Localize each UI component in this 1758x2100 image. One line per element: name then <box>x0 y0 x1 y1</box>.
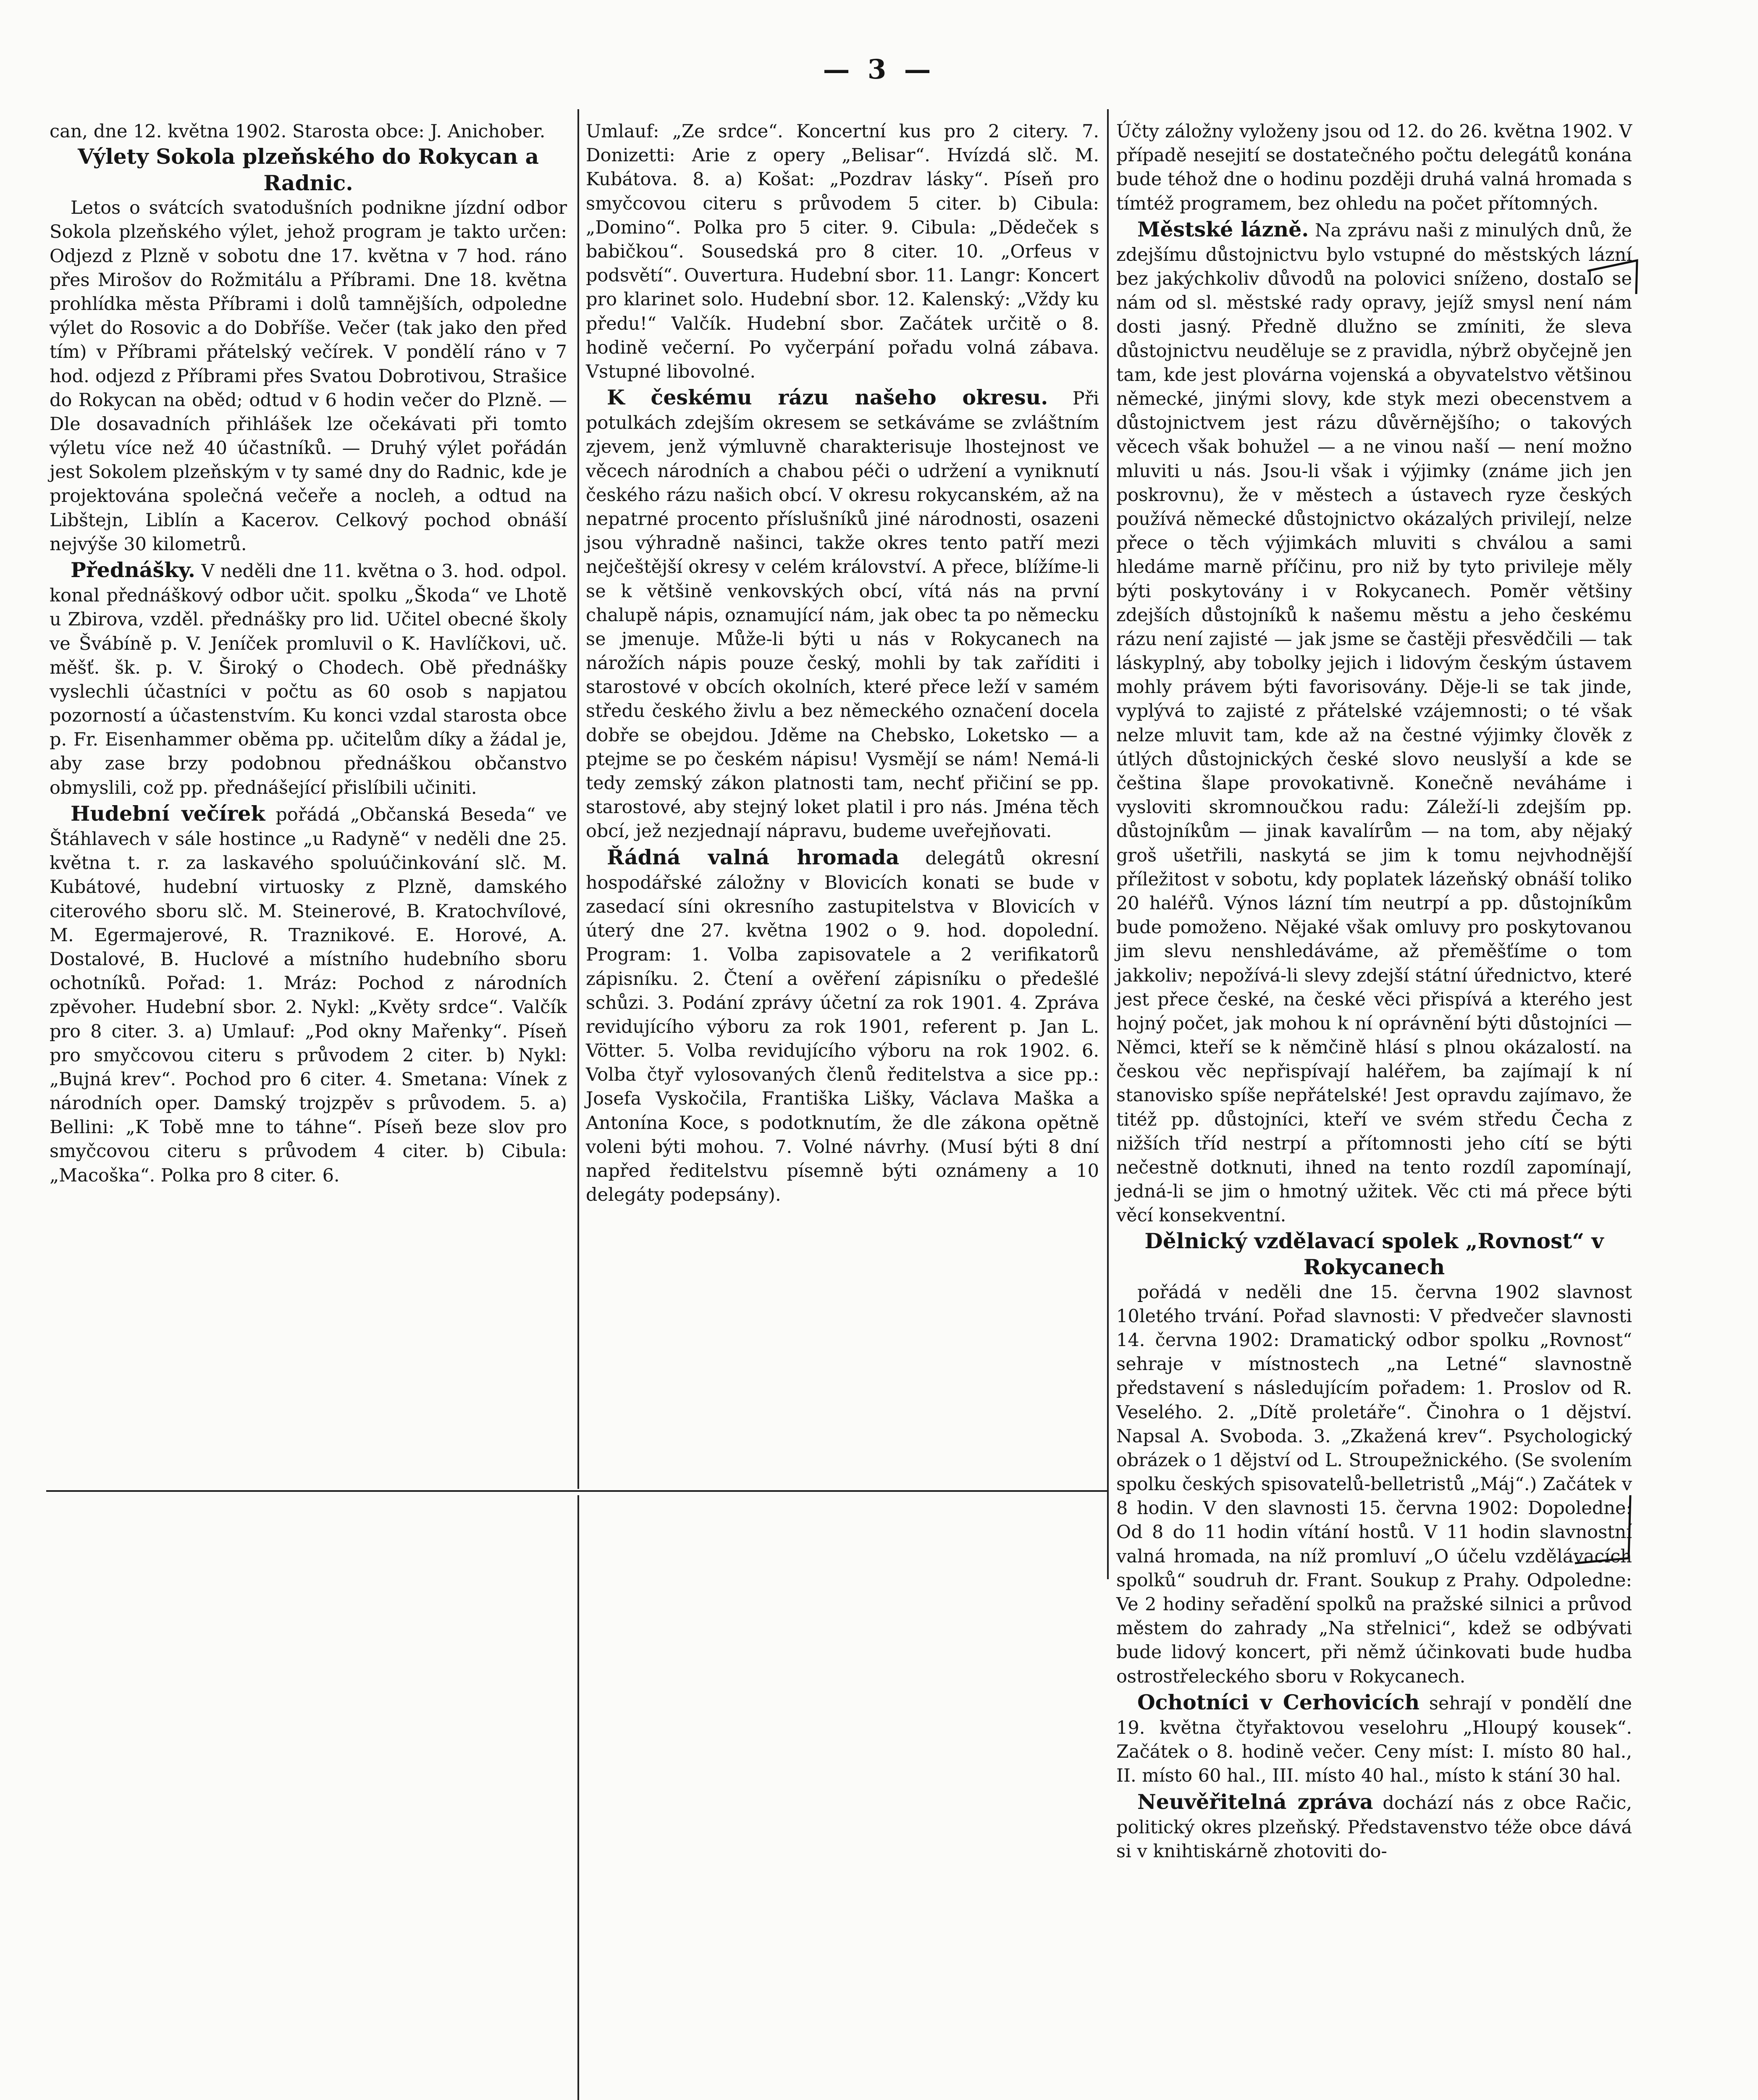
paragraph: pořádá v neděli dne 15. června 1902 slavnost 10letého trvání. Pořad slavnosti: V předvečer slavnosti 14. června 1902: Dramatický odbor spolku „Rovnost“ sehraje v místnostech „na Letné“ slavnostně představení s následujícím pořadem: 1. Proslov od R. Veselého. 2. „Dítě proletáře“. Činohra o 1 dějství. Napsal A. Svoboda. 3. „Zkažená krev“. Psychologický obrázek o 1 dějství od L. Stroupežnického. (Se svolením spolku českých spisovatelů-belletristů „Máj“.) Začátek v 8 hodin. V den slavnosti 15. června 1902: Dopoledne: Od 8 do 11 hodin vítání hostů. V 11 hodin slavnostní valná hromada, na níž promluví „O účelu vzdělávacích spolků“ soudruh dr. Frant. Soukup z Prahy. Odpoledne: Ve 2 hodiny seřadění spolků na pražské silnici a průvod městem do zahrady „Na střelnici“, kdež se odbývati bude lidový koncert, při němž účinkovati bude hudba ostrostřeleckého sboru v Rokycanech. <box>1116 1281 1632 1687</box>
heading-music-evening: Hudební večírek <box>71 801 265 826</box>
column-1 <box>50 120 567 1188</box>
column-2 <box>586 120 1099 1207</box>
paragraph: Při potulkách zdejším okresem se setkáváme se zvláštním zjevem, jenž výmluvně charakterisuje lhostejnost ve věcech národních a chabou péči o udržení a vyniknutí českého rázu našich obcí. V okresu rokycanském, až na nepatrné procento příslušníků jiné národnosti, osazeni jsou výhradně našinci, takže okres tento patří mezi nejčeštější okresy v celém království. A přece, blížíme-li se k většině venkovských obcí, vítá nás na první chalupě nápis, oznamující nám, jak obec ta po německu se jmenuje. Může-li býti u nás v Rokycanech na nárožích nápis pouze český, mohli by tak zaříditi i starostové v obcích okolních, které přece leží v samém středu českého živlu a bez německého označení docela dobře se obejdou. Jděme na Chebsko, Loketsko — a ptejme se po českém nápisu! Vysmějí se nám! Nemá-li tedy zemský zákon platnosti tam, nechť přičiní se pp. starostové, aby stejný loket platil i pro nás. Jména těch obcí, jež nezjednají nápravu, budeme uveřejňovati. <box>586 388 1099 842</box>
margin-bracket-mark <box>1587 252 1642 300</box>
heading-amateurs: Ochotníci v Cerhovicích <box>1137 1690 1420 1714</box>
paragraph: Účty záložny vyloženy jsou od 12. do 26. května 1902. V případě nesejití se dostatečného počtu delegátů konána bude téhož dne o hodinu později druhá valná hromada s tímtéž programem, bez ohledu na počet přítomných. <box>1116 121 1632 214</box>
paragraph: V neděli dne 11. května o 3. hod. odpol. konal přednáškový odbor učit. spolku „Škoda“ ve Lhotě u Zbirova, vzděl. přednášky pro lid. Učitel obecné školy ve Švábíně p. V. Jeníček promluvil o K. Havlíčkovi, uč. měšť. šk. p. V. Široký o Chodech. Obě přednášky vyslechli účastníci v počtu as 60 osob s napjatou pozorností a účastenstvím. Ku konci vzdal starosta obce p. Fr. Eisenhammer oběma pp. učitelům díky a žádal je, aby zase brzy podobnou přednáškou občanstvo obmyslili, což pp. přednášející přislíbili učiniti. <box>50 561 567 798</box>
heading-unbelievable-news: Neuvěřitelná zpráva <box>1137 1789 1373 1814</box>
heading-workers-society: Dělnický vzdělavací spolek „Rovnost“ v Rokycanech <box>1144 1228 1604 1280</box>
paragraph: dochází nás z obce Račic, politický okres plzeňský. Představenstvo téže obce dává si v knihtiskárně zhotoviti do- <box>1116 1792 1632 1862</box>
heading-czech-character: K českému rázu našeho okresu. <box>607 385 1048 410</box>
paragraph: sehrají v pondělí dne 19. května čtyřaktovou veselohru „Hloupý kousek“. Začátek o 8. hodině večer. Ceny míst: I. místo 80 hal., II. místo 60 hal., III. místo 40 hal., místo k stání 30 hal. <box>1116 1693 1632 1787</box>
paragraph: delegátů okresní hospodářské záložny v Blovicích konati se bude v zasedací síni okresního zastupitelstva v Blovicích v úterý dne 27. května 1902 o 9. hod. dopolední. Program: 1. Volba zapisovatele a 2 verifikatorů zápisníku. 2. Čtení a ověření zápisníku o předešlé schůzi. 3. Podání zprávy účetní za rok 1901. 4. Zpráva revidujícího výboru za rok 1901, referent p. Jan L. Vötter. 5. Volba revidujícího výboru na rok 1902. 6. Volba čtyř vylosovaných členů ředitelstva a sice pp.: Josefa Vyskočila, Františka Lišky, Václava Maška a Antonína Koce, s podotknutím, že dle zákona opětně voleni býti mohou. 7. Volné návrhy. (Musí býti 8 dní napřed ředitelstvu písemně býti oznámeny a 10 delegáty podepsány). <box>586 848 1099 1206</box>
heading-sokol-trips: Výlety Sokola plzeňského do Rokycan a Radnic. <box>78 144 539 195</box>
page-number: — 3 — <box>823 54 935 85</box>
column-3 <box>1116 120 1632 1864</box>
paragraph: pořádá „Občanská Beseda“ ve Štáhlavech v sále hostince „u Radyně“ v neděli dne 25. května t. r. za laskavého spoluúčinkování slč. M. Kubátové, hudební virtuosky z Plzně, damského citerového sboru slč. M. Steinerové, B. Kratochvílové, M. Egermajerové, R. Traznikové. E. Horové, A. Dostalové, B. Huclové a místního hudebního sboru ochotníků. Pořad: 1. Mráz: Pochod z národních zpěvoher. Hudební sbor. 2. Nykl: „Květy srdce“. Valčík pro 8 citer. 3. a) Umlauf: „Pod okny Mařenky“. Píseň pro smyčcovou citeru s průvodem 2 citer. b) Nykl: „Bujná krev“. Pochod pro 6 citer. 4. Smetana: Vínek z národních oper. Damský trojzpěv s průvodem. 5. a) Bellini: „K Tobě mne to táhne“. Píseň beze slov pro smyčcovou citeru s průvodem 4 citer. b) Cibula: „Macoška“. Polka pro 8 citer. 6. <box>50 804 567 1186</box>
paragraph: Letos o svátcích svatodušních podnikne jízdní odbor Sokola plzeňského výlet, jehož program je takto určen: Odjezd z Plzně v sobotu dne 17. května v 7 hod. ráno přes Mirošov do Rožmitálu a Příbrami. Dne 18. května prohlídka města Příbrami i dolů tamnějších, odpoledne výlet do Rosovic a do Dobříše. Večer (tak jako den před tím) v Příbrami přátelský večírek. V pondělí ráno v 7 hod. odjezd z Příbrami přes Svatou Dobrotivou, Strašice do Rokycan na oběd; odtud v 6 hodin večer do Plzně. — Dle dosavadních přihlášek lze očekávati při tomto výletu více než 40 účastníků. — Druhý výlet pořádán jest Sokolem plzeňským v ty samé dny do Radnic, kde je projektována společná večeře a nocleh, a odtud na Libštejn, Liblín a Kacerov. Celkový pochod obnáší nejvýše 30 kilometrů. <box>50 197 567 555</box>
column-rule-bottom <box>577 1495 579 2100</box>
column-rule-2 <box>1107 109 1109 1579</box>
heading-municipal-baths: Městské lázně. <box>1137 217 1309 242</box>
section-separator <box>46 1490 1107 1492</box>
column-rule-1 <box>577 109 579 1489</box>
heading-general-meeting: Řádná valná hromada <box>607 845 900 869</box>
heading-lectures: Přednášky. <box>71 558 195 582</box>
paragraph: Umlauf: „Ze srdce“. Koncertní kus pro 2 citery. 7. Donizetti: Arie z opery „Belisar“. Hvízdá slč. M. Kubátova. 8. a) Košat: „Pozdrav lásky“. Píseň pro smyčcovou citeru s průvodem 5 citer. b) Cibula: „Domino“. Polka pro 5 citer. 9. Cibula: „Dědeček s babičkou“. Sousedská pro 8 citer. 10. „Orfeus v podsvětí“. Ouvertura. Hudební sbor. 11. Langr: Koncert pro klarinet solo. Hudební sbor. 12. Kalenský: „Vždy ku předu!“ Valčík. Hudební sbor. Začátek určitě o 8. hodině večerní. Po vyčerpání pořadu volná zábava. Vstupné libovolné. <box>586 121 1099 382</box>
paragraph: Na zprávu naši z minulých dnů, že zdejšímu důstojnictvu bylo vstupné do městských lázní bez jakýchkoliv důvodů na polovici sníženo, dostalo se nám od sl. městské rady opravy, jejíž smysl není nám dosti jasný. Předně dlužno se zmíniti, že sleva důstojnictvu neuděluje se z pravidla, nýbrž obyčejně jen tam, kde jest plovárna vojenská a obyvatelstvo většinou německé, jinými slovy, kde styk mezi obecenstvem a důstojnictvem jest rázu důvěrnějšího; o takových věcech však bohužel — a ne vinou naší — není možno mluviti u nás. Jsou-li však i výjimky (známe jich jen poskrovnu), že v městech a ústavech ryze českých používá německé důstojnictvo okázalých privilejí, nelze přece o těch výjimkách mluviti s chválou a sami hledáme marně příčinu, pro niž by tyto privileje měly býti poskytovány i v Rokycanech. Poměr většiny zdejších důstojníků k našemu městu a jeho českému rázu není zajisté — jak jsme se častěji přesvědčili — tak láskyplný, aby tobolky jejich i lidovým českým ústavem mohly právem býti favorisovány. Děje-li se tak jinde, vyplývá to zajisté z přátelské vzájemnosti; o té však nelze mluvit tam, kde až na čestné výjimky člověk z útlých důstojnických české slovo neuslyší a kde se čeština šlape provokativně. Konečně neváháme i vysloviti skromnoučkou radu: Záleží-li zdejším pp. důstojníkům — jinak kavalírům — na tom, aby nějaký groš ušetřili, naskytá se jim k tomu nejvhodnější příležitost v sobotu, kdy poplatek lázeňský obnáší toliko 20 haléřů. Výnos lázní tím neutrpí a pp. důstojníkům bude pomoženo. Nějaké však omluvy pro poskytovanou jim slevu nenshledáváme, až přeměšťíme o tom jakkoliv; nepožívá-li slevy zdejší státní úřednictvo, které jest přece české, na české věci přispívá a kterého jest hojný počet, jak mohou k ní oprávnění býti důstojníci — Němci, kteří se k němčině hlásí s plnou okázalostí. na českou věc nepřispívají haléřem, ba zajímají k ní stanovisko spíše nepřátelské! Jest opravdu zajímavo, že titéž pp. důstojníci, kteří ve svém středu Čecha z nižších tříd nestrpí a přítomnosti jeho cítí se býti nečestně dotknuti, ihned na tento rozdíl zapomínají, jedná-li se jim o hmotný užitek. Věc cti má přece býti věcí konsekventní. <box>1116 220 1632 1226</box>
margin-bracket-mark <box>1575 1495 1638 1572</box>
paragraph: can, dne 12. května 1902. Starosta obce: J. Anichober. <box>50 121 546 142</box>
